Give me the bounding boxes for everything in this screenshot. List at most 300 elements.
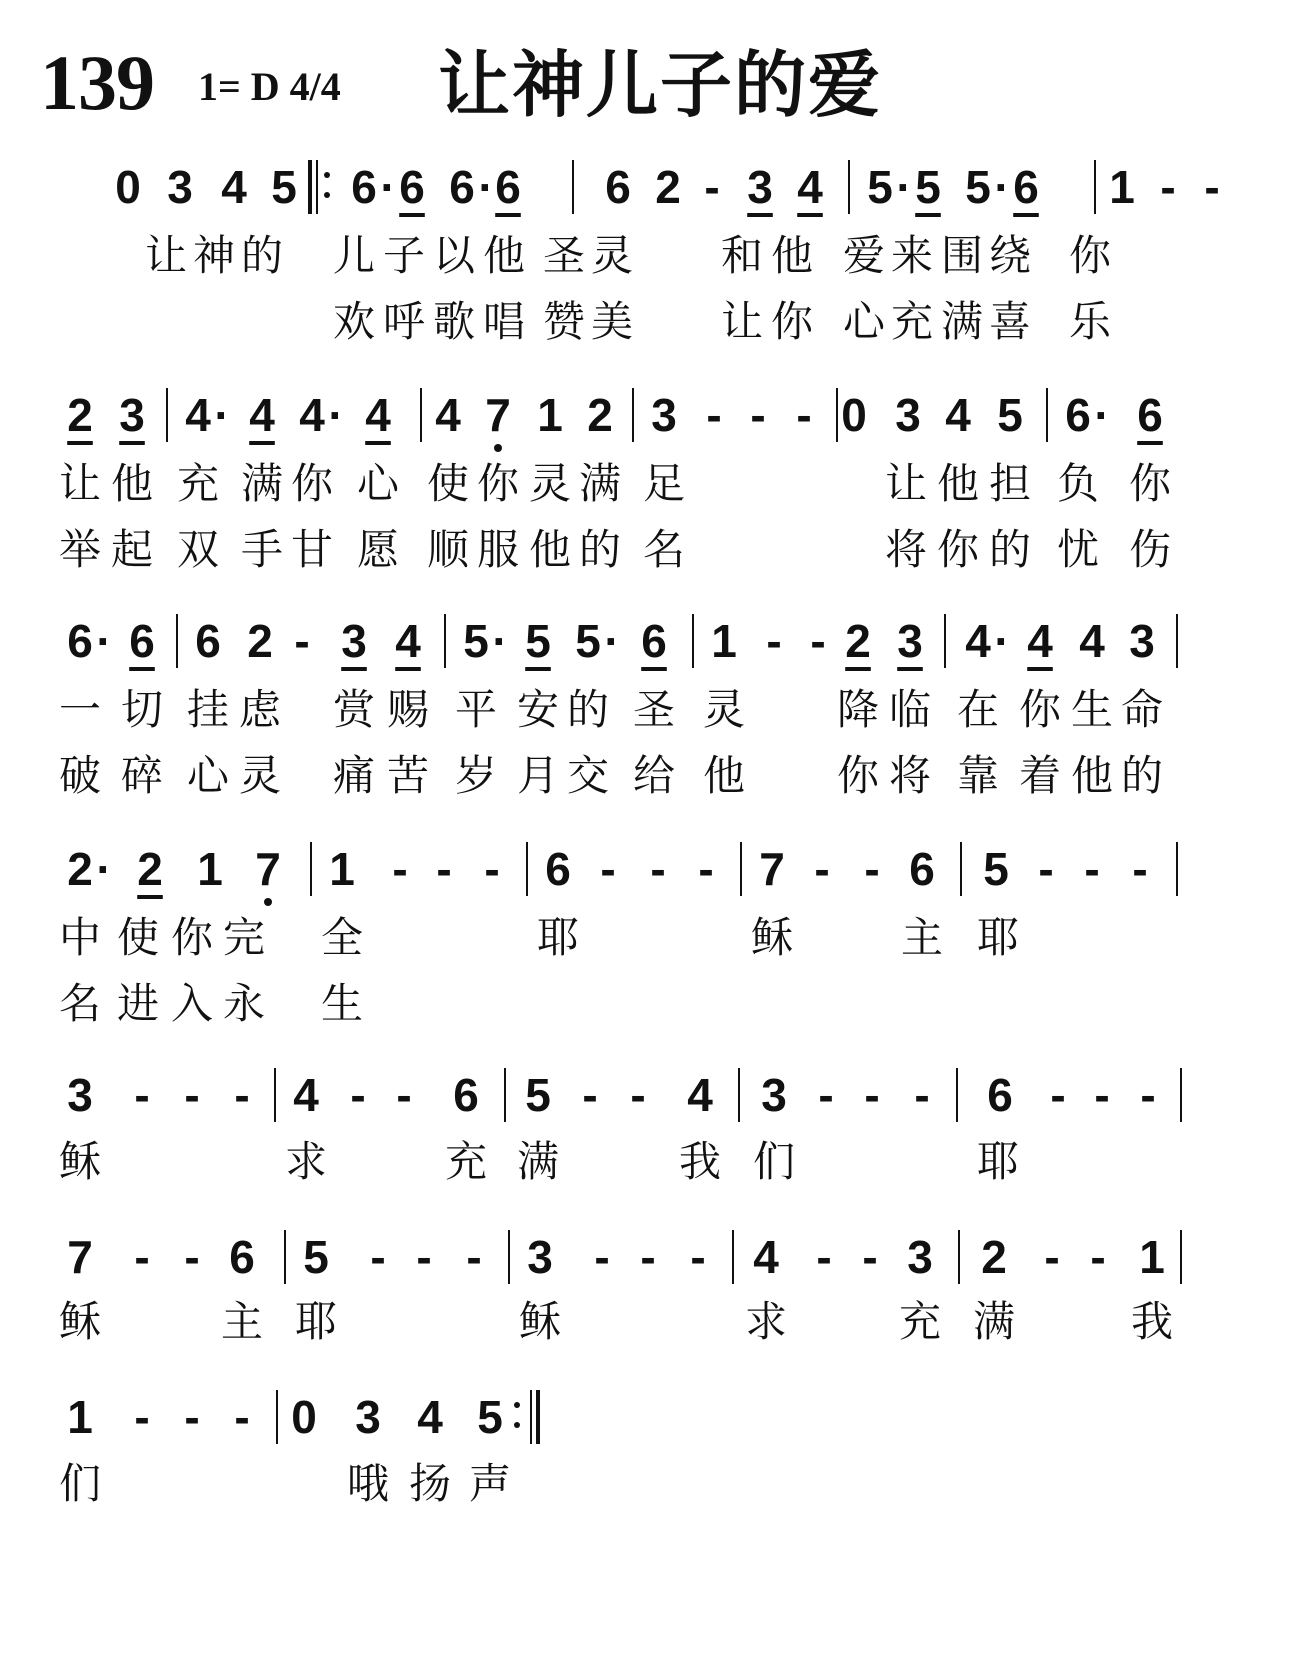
note: 6 xyxy=(1065,389,1091,441)
lyric-syllable: 的 xyxy=(240,231,283,280)
lyric-syllable: 满 xyxy=(578,459,621,508)
lyric-syllable: 使 xyxy=(116,913,159,962)
lyric-syllable: 负 xyxy=(1056,459,1099,508)
dot-mark: · xyxy=(96,843,112,895)
lyric-syllable: 满 xyxy=(972,1297,1015,1346)
lyric-syllable: 充 xyxy=(444,1137,487,1186)
note: 4 xyxy=(1079,615,1105,667)
lyric-syllable: 在 xyxy=(956,685,999,734)
barline xyxy=(420,388,422,442)
lyric-syllable: 充 xyxy=(890,297,933,346)
dot-mark: · xyxy=(896,161,912,213)
duration-dash: - xyxy=(134,1231,150,1283)
lyric-syllable: 你 xyxy=(1018,685,1061,734)
note: 6 xyxy=(399,161,425,213)
lyric-syllable: 充 xyxy=(176,459,219,508)
duration-dash: - xyxy=(1132,843,1148,895)
note: 3 xyxy=(651,389,677,441)
note: 4 xyxy=(945,389,971,441)
barline xyxy=(310,842,312,896)
note: 5 xyxy=(983,843,1009,895)
duration-dash: - xyxy=(1090,1231,1106,1283)
barline xyxy=(504,1068,506,1122)
lyric-syllable: 月 xyxy=(516,751,559,800)
lyric-syllable: 耶 xyxy=(536,913,579,962)
lyric-syllable: 他 xyxy=(110,459,153,508)
barline xyxy=(1176,842,1178,896)
lyric-syllable: 永 xyxy=(222,979,265,1028)
duration-dash: - xyxy=(864,1069,880,1121)
duration-dash: - xyxy=(234,1391,250,1443)
lyric-syllable: 安 xyxy=(516,685,559,734)
lyric-syllable: 岁 xyxy=(454,751,497,800)
lyric-syllable: 心 xyxy=(186,751,229,800)
note: 6 xyxy=(605,161,631,213)
barline xyxy=(740,842,742,896)
duration-dash: - xyxy=(1160,161,1176,213)
note: 6 xyxy=(351,161,377,213)
lyric-syllable: 美 xyxy=(590,297,633,346)
lyric-syllable: 将 xyxy=(888,751,931,800)
dot-mark: · xyxy=(478,161,494,213)
note: 2 xyxy=(845,615,871,667)
lyric-syllable: 赐 xyxy=(386,685,429,734)
duration-dash: - xyxy=(396,1069,412,1121)
note: 1 xyxy=(329,843,355,895)
lyric-syllable: 生 xyxy=(1070,685,1113,734)
note: 4 xyxy=(293,1069,319,1121)
lyric-syllable: 的 xyxy=(566,685,609,734)
repeat-start-barline xyxy=(316,160,318,214)
lyric-syllable: 们 xyxy=(58,1459,101,1508)
note: 3 xyxy=(355,1391,381,1443)
lyric-syllable: 他 xyxy=(482,231,525,280)
lyric-syllable: 扬 xyxy=(408,1459,451,1508)
note: 3 xyxy=(897,615,923,667)
note: 5 xyxy=(463,615,489,667)
lyric-syllable: 你 xyxy=(836,751,879,800)
note: 2 xyxy=(587,389,613,441)
lyric-syllable: 让 xyxy=(144,231,187,280)
lyric-syllable: 生 xyxy=(320,979,363,1028)
barline xyxy=(1176,614,1178,668)
barline xyxy=(956,1068,958,1122)
note: 5 xyxy=(525,615,551,667)
duration-dash: - xyxy=(1038,843,1054,895)
barline xyxy=(1180,1068,1182,1122)
lyric-syllable: 心 xyxy=(356,459,399,508)
barline xyxy=(274,1068,276,1122)
note: 2 xyxy=(67,389,93,441)
barline xyxy=(276,1390,278,1444)
duration-dash: - xyxy=(370,1231,386,1283)
lyric-syllable: 我 xyxy=(678,1137,721,1186)
barline xyxy=(526,842,528,896)
barline xyxy=(738,1068,740,1122)
note: 7 xyxy=(759,843,785,895)
lyric-syllable: 全 xyxy=(320,913,363,962)
lyric-syllable: 的 xyxy=(1120,751,1163,800)
lyric-syllable: 给 xyxy=(632,751,675,800)
lyric-syllable: 他 xyxy=(770,231,813,280)
duration-dash: - xyxy=(650,843,666,895)
lyric-syllable: 平 xyxy=(454,685,497,734)
lyric-syllable: 主 xyxy=(900,913,943,962)
lyric-syllable: 们 xyxy=(752,1137,795,1186)
lyric-syllable: 赞 xyxy=(542,297,585,346)
lyric-syllable: 你 xyxy=(476,459,519,508)
duration-dash: - xyxy=(484,843,500,895)
lyric-syllable: 苦 xyxy=(386,751,429,800)
key-signature: 1= D 4/4 xyxy=(198,64,341,109)
note: 6 xyxy=(67,615,93,667)
lyric-syllable: 名 xyxy=(642,525,685,574)
duration-dash: - xyxy=(582,1069,598,1121)
lyric-syllable: 碎 xyxy=(120,751,163,800)
duration-dash: - xyxy=(436,843,452,895)
lyric-syllable: 顺 xyxy=(426,525,469,574)
lyric-syllable: 他 xyxy=(1070,751,1113,800)
note: 4 xyxy=(1027,615,1053,667)
dot-mark: · xyxy=(96,615,112,667)
duration-dash: - xyxy=(392,843,408,895)
dot-mark: · xyxy=(380,161,396,213)
note: 3 xyxy=(1129,615,1155,667)
lyric-syllable: 满 xyxy=(516,1137,559,1186)
duration-dash: - xyxy=(594,1231,610,1283)
lyric-syllable: 歌 xyxy=(432,297,475,346)
note: 4 xyxy=(221,161,247,213)
note: 4 xyxy=(417,1391,443,1443)
duration-dash: - xyxy=(1084,843,1100,895)
lyric-syllable: 我 xyxy=(1130,1297,1173,1346)
note: 5 xyxy=(477,1391,503,1443)
lyric-syllable: 伤 xyxy=(1128,525,1171,574)
note: 3 xyxy=(341,615,367,667)
repeat-dots xyxy=(514,1402,520,1428)
note: 6 xyxy=(449,161,475,213)
barline xyxy=(1094,160,1096,214)
note: 2 xyxy=(981,1231,1007,1283)
lyric-syllable: 挂 xyxy=(186,685,229,734)
lyric-syllable: 的 xyxy=(578,525,621,574)
lyric-syllable: 切 xyxy=(120,685,163,734)
lyric-syllable: 心 xyxy=(842,297,885,346)
lyric-syllable: 稣 xyxy=(750,913,793,962)
duration-dash: - xyxy=(1050,1069,1066,1121)
duration-dash: - xyxy=(640,1231,656,1283)
dot-mark: · xyxy=(604,615,620,667)
lyric-syllable: 稣 xyxy=(58,1137,101,1186)
lyric-syllable: 主 xyxy=(220,1297,263,1346)
barline xyxy=(958,1230,960,1284)
duration-dash: - xyxy=(818,1069,834,1121)
note: 0 xyxy=(841,389,867,441)
note: 4 xyxy=(965,615,991,667)
note: 6 xyxy=(545,843,571,895)
lyric-syllable: 唱 xyxy=(482,297,525,346)
note: 4 xyxy=(753,1231,779,1283)
duration-dash: - xyxy=(1044,1231,1060,1283)
duration-dash: - xyxy=(294,615,310,667)
dot-mark: · xyxy=(994,615,1010,667)
note: 3 xyxy=(167,161,193,213)
lyric-syllable: 一 xyxy=(58,685,101,734)
lyric-syllable: 子 xyxy=(382,231,425,280)
lyric-syllable: 让 xyxy=(884,459,927,508)
lyric-syllable: 圣 xyxy=(632,685,675,734)
note: 1 xyxy=(197,843,223,895)
duration-dash: - xyxy=(766,615,782,667)
barline xyxy=(444,614,446,668)
note: 5 xyxy=(965,161,991,213)
note: 4 xyxy=(299,389,325,441)
lyric-syllable: 他 xyxy=(936,459,979,508)
lyric-syllable: 让 xyxy=(58,459,101,508)
duration-dash: - xyxy=(234,1069,250,1121)
note: 0 xyxy=(115,161,141,213)
barline xyxy=(572,160,574,214)
lyric-syllable: 入 xyxy=(170,979,213,1028)
note: 5 xyxy=(271,161,297,213)
hymn-number: 139 xyxy=(40,39,154,126)
note: 4 xyxy=(687,1069,713,1121)
repeat-dots xyxy=(324,172,330,198)
note: 1 xyxy=(67,1391,93,1443)
note: 1 xyxy=(711,615,737,667)
lyric-syllable: 圣 xyxy=(542,231,585,280)
lyric-syllable: 靠 xyxy=(956,751,999,800)
note: 3 xyxy=(747,161,773,213)
lyric-syllable: 让 xyxy=(720,297,763,346)
barline xyxy=(1180,1230,1182,1284)
duration-dash: - xyxy=(750,389,766,441)
lyric-syllable: 乐 xyxy=(1068,297,1111,346)
lyric-syllable: 交 xyxy=(566,751,609,800)
lyric-syllable: 耶 xyxy=(294,1297,337,1346)
duration-dash: - xyxy=(1204,161,1220,213)
note: 6 xyxy=(641,615,667,667)
note: 4 xyxy=(435,389,461,441)
barline xyxy=(284,1230,286,1284)
duration-dash: - xyxy=(816,1231,832,1283)
barline xyxy=(166,388,168,442)
lyric-syllable: 绕 xyxy=(988,231,1031,280)
barline xyxy=(960,842,962,896)
lyric-syllable: 举 xyxy=(58,525,101,574)
lyric-syllable: 双 xyxy=(176,525,219,574)
lyric-syllable: 足 xyxy=(642,459,685,508)
lyric-syllable: 他 xyxy=(702,751,745,800)
duration-dash: - xyxy=(1094,1069,1110,1121)
lyric-syllable: 求 xyxy=(744,1297,787,1346)
lyric-syllable: 临 xyxy=(888,685,931,734)
duration-dash: - xyxy=(184,1391,200,1443)
note: 4 xyxy=(395,615,421,667)
note: 6 xyxy=(229,1231,255,1283)
lyric-syllable: 名 xyxy=(58,979,101,1028)
lyric-syllable: 耶 xyxy=(976,1137,1019,1186)
lyric-syllable: 着 xyxy=(1018,751,1061,800)
note: 4 xyxy=(249,389,275,441)
lyric-syllable: 呼 xyxy=(382,297,425,346)
lyric-syllable: 满 xyxy=(940,297,983,346)
note: 2 xyxy=(67,843,93,895)
lyric-syllable: 命 xyxy=(1120,685,1163,734)
lyric-syllable: 降 xyxy=(836,685,879,734)
lyric-syllable: 虑 xyxy=(238,685,281,734)
lyric-syllable: 将 xyxy=(884,525,927,574)
duration-dash: - xyxy=(350,1069,366,1121)
duration-dash: - xyxy=(184,1069,200,1121)
duration-dash: - xyxy=(698,843,714,895)
lyric-syllable: 欢 xyxy=(332,297,375,346)
note: 6 xyxy=(1137,389,1163,441)
barline xyxy=(1046,388,1048,442)
lyric-syllable: 哦 xyxy=(346,1459,389,1508)
barline xyxy=(848,160,850,214)
lyric-syllable: 来 xyxy=(890,231,933,280)
duration-dash: - xyxy=(864,843,880,895)
lyric-syllable: 你 xyxy=(290,459,333,508)
duration-dash: - xyxy=(184,1231,200,1283)
note: 7 xyxy=(67,1231,93,1283)
duration-dash: - xyxy=(814,843,830,895)
lyric-syllable: 灵 xyxy=(590,231,633,280)
duration-dash: - xyxy=(1140,1069,1156,1121)
lyric-syllable: 爱 xyxy=(842,231,885,280)
lyric-syllable: 充 xyxy=(898,1297,941,1346)
note: 5 xyxy=(915,161,941,213)
duration-dash: - xyxy=(134,1069,150,1121)
lyric-syllable: 声 xyxy=(468,1459,511,1508)
lyric-syllable: 赏 xyxy=(332,685,375,734)
lyric-syllable: 甘 xyxy=(290,525,333,574)
note: 6 xyxy=(909,843,935,895)
dot-mark: · xyxy=(994,161,1010,213)
duration-dash: - xyxy=(914,1069,930,1121)
lyric-syllable: 满 xyxy=(240,459,283,508)
lyric-syllable: 以 xyxy=(432,231,475,280)
lyric-syllable: 稣 xyxy=(58,1297,101,1346)
barline xyxy=(632,388,634,442)
lyric-syllable: 起 xyxy=(110,525,153,574)
note: 7 xyxy=(250,838,286,900)
duration-dash: - xyxy=(706,389,722,441)
note: 6 xyxy=(195,615,221,667)
lyric-syllable: 担 xyxy=(988,459,1031,508)
duration-dash: - xyxy=(704,161,720,213)
lyric-syllable: 他 xyxy=(528,525,571,574)
dot-mark: · xyxy=(328,389,344,441)
lyric-syllable: 你 xyxy=(1068,231,1111,280)
note: 0 xyxy=(291,1391,317,1443)
note: 5 xyxy=(525,1069,551,1121)
note: 3 xyxy=(67,1069,93,1121)
barline xyxy=(732,1230,734,1284)
lyric-syllable: 忧 xyxy=(1056,525,1099,574)
lyric-syllable: 愿 xyxy=(356,525,399,574)
repeat-end-barline xyxy=(530,1390,532,1444)
note: 5 xyxy=(303,1231,329,1283)
note: 3 xyxy=(527,1231,553,1283)
duration-dash: - xyxy=(134,1391,150,1443)
duration-dash: - xyxy=(810,615,826,667)
note: 1 xyxy=(1139,1231,1165,1283)
lyric-syllable: 和 xyxy=(720,231,763,280)
lyric-syllable: 完 xyxy=(222,913,265,962)
note: 2 xyxy=(247,615,273,667)
note: 2 xyxy=(655,161,681,213)
lyric-syllable: 灵 xyxy=(702,685,745,734)
lyric-syllable: 喜 xyxy=(988,297,1031,346)
note: 6 xyxy=(453,1069,479,1121)
note: 6 xyxy=(495,161,521,213)
note: 3 xyxy=(761,1069,787,1121)
note: 3 xyxy=(895,389,921,441)
lyric-syllable: 手 xyxy=(240,525,283,574)
lyric-syllable: 你 xyxy=(1128,459,1171,508)
lyric-syllable: 耶 xyxy=(976,913,1019,962)
duration-dash: - xyxy=(630,1069,646,1121)
lyric-syllable: 稣 xyxy=(518,1297,561,1346)
lyric-syllable: 你 xyxy=(936,525,979,574)
dot-mark: · xyxy=(214,389,230,441)
lyric-syllable: 服 xyxy=(476,525,519,574)
note: 6 xyxy=(129,615,155,667)
barline xyxy=(508,1230,510,1284)
duration-dash: - xyxy=(600,843,616,895)
note: 3 xyxy=(119,389,145,441)
lyric-syllable: 灵 xyxy=(528,459,571,508)
note: 1 xyxy=(1109,161,1135,213)
note: 4 xyxy=(185,389,211,441)
lyric-syllable: 神 xyxy=(192,231,235,280)
duration-dash: - xyxy=(466,1231,482,1283)
note: 7 xyxy=(480,384,516,446)
lyric-syllable: 求 xyxy=(284,1137,327,1186)
dot-mark: · xyxy=(1094,389,1110,441)
lyric-syllable: 破 xyxy=(58,751,101,800)
barline xyxy=(176,614,178,668)
lyric-syllable: 中 xyxy=(58,913,101,962)
note: 1 xyxy=(537,389,563,441)
lyric-syllable: 痛 xyxy=(332,751,375,800)
barline xyxy=(692,614,694,668)
note: 5 xyxy=(997,389,1023,441)
duration-dash: - xyxy=(690,1231,706,1283)
lyric-syllable: 使 xyxy=(426,459,469,508)
barline xyxy=(944,614,946,668)
lyric-syllable: 你 xyxy=(770,297,813,346)
note: 2 xyxy=(137,843,163,895)
lyric-syllable: 灵 xyxy=(238,751,281,800)
note: 6 xyxy=(1013,161,1039,213)
note: 4 xyxy=(797,161,823,213)
lyric-syllable: 儿 xyxy=(332,231,375,280)
lyric-syllable: 的 xyxy=(988,525,1031,574)
dot-mark: · xyxy=(492,615,508,667)
note: 3 xyxy=(907,1231,933,1283)
note: 4 xyxy=(365,389,391,441)
note: 5 xyxy=(867,161,893,213)
duration-dash: - xyxy=(862,1231,878,1283)
duration-dash: - xyxy=(796,389,812,441)
note: 5 xyxy=(575,615,601,667)
note: 6 xyxy=(987,1069,1013,1121)
lyric-syllable: 围 xyxy=(940,231,983,280)
lyric-syllable: 你 xyxy=(170,913,213,962)
